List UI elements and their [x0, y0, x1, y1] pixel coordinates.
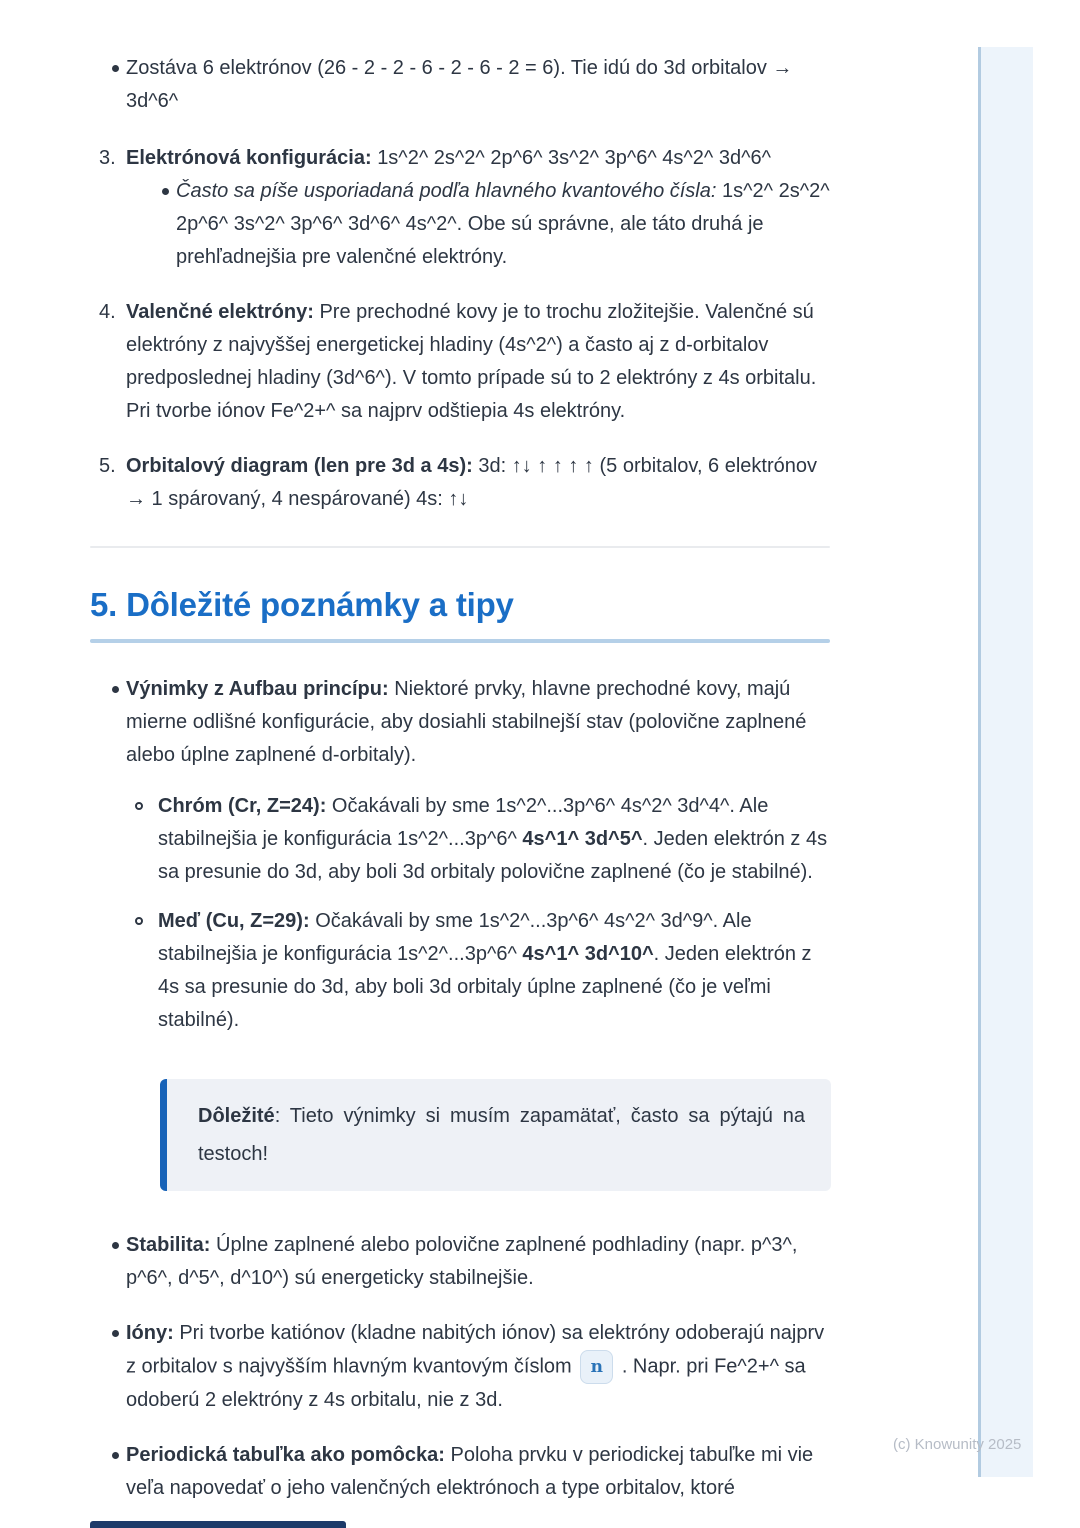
note-body: 1s^2^ 2s^2^ 2p^6^ 3s^2^ 3p^6^ 3d^6^ 4s^2^. Obe sú správne, ale táto druhá je prehľadnejšia pre valenčné elektróny.	[176, 180, 830, 268]
bold-configuration: 4s^1^ 3d^10^	[522, 943, 654, 965]
bullet-text	[126, 1439, 830, 1505]
item-body: Pre prechodné kovy je to trochu zložitejšie. Valenčné sú elektróny z najvyššej energetickej hladiny (4s^2^) a často aj z d-orbitalov predposlednej hladiny (3d^6^). V tomto prípade sú to 2 elektróny z 4s orbitalu. Pri tvorbe iónov Fe^2+^ sa najprv odštiepia 4s elektróny.	[126, 301, 817, 422]
bullet-icon	[126, 175, 176, 195]
sub-bullet-chromium	[90, 790, 830, 889]
ordered-item-electron-configuration	[90, 142, 830, 175]
body-part: . Jeden elektrón z 4s sa presunie do 3d, aby boli 3d orbitaly úplne zaplnené (čo je veľmi stabilné).	[158, 943, 812, 1031]
bullet-stability	[90, 1229, 830, 1295]
callout-important	[160, 1079, 831, 1191]
sub-bullet-text	[176, 175, 830, 274]
bullet-body: Niektoré prvky, hlavne prechodné kovy, majú mierne odlišné konfigurácie, aby dosiahli stabilnejší stav (polovične zaplnené alebo úplne zaplnené d-orbitaly).	[126, 678, 807, 766]
list-item-remaining-electrons	[90, 52, 830, 118]
body-part: Pri tvorbe katiónov (kladne nabitých iónov) sa elektróny odoberajú najprv z orbitalov s najvyšším hlavným kvantovým číslom	[126, 1322, 825, 1378]
callout-text: : Tieto výnimky si musím zapamätať, často sa pýtajú na testoch!	[198, 1105, 805, 1165]
sub-bullet-ordering-note	[90, 175, 830, 274]
circle-bullet-icon	[135, 905, 158, 925]
item-text	[126, 450, 830, 516]
bullet-body: Poloha prvku v periodickej tabuľke mi vie veľa napovedať o jeho valenčných elektrónoch a type orbitalov, ktoré	[126, 1444, 814, 1499]
body-part: Očakávali by sme 1s^2^...3p^6^ 4s^2^ 3d^4^. Ale stabilnejšia je konfigurácia 1s^2^...3p^6^	[158, 795, 769, 850]
ordered-item-orbital-diagram	[90, 450, 830, 516]
bullet-icon	[90, 52, 126, 72]
body-part: Očakávali by sme 1s^2^...3p^6^ 4s^2^ 3d^9^. Ale stabilnejšia je konfigurácia 1s^2^...3p^6^	[158, 910, 752, 965]
bullet-text	[126, 1317, 830, 1417]
term-label: Stabilita:	[126, 1234, 211, 1256]
bullet-text	[126, 673, 830, 772]
list-number: 4.	[99, 301, 116, 323]
sub-bullet-text	[158, 905, 830, 1037]
ordered-item-valence-electrons	[90, 296, 830, 428]
term-label: Valenčné elektróny:	[126, 301, 314, 323]
bold-configuration: 4s^1^ 3d^5^	[522, 828, 643, 850]
document-content	[90, 0, 830, 1505]
section-divider	[90, 546, 830, 548]
term-label: Meď (Cu, Z=29):	[158, 910, 310, 932]
term-label: Orbitalový diagram (len pre 3d a 4s):	[126, 455, 473, 477]
bullet-icon	[90, 1439, 126, 1459]
section-heading: 5. Dôležité poznámky a tipy	[90, 586, 514, 623]
page-margin-strip	[978, 47, 1033, 1477]
sub-bullet-copper	[90, 905, 830, 1037]
bottom-progress-bar	[90, 1521, 346, 1528]
bullet-body: Úplne zaplnené alebo polovične zaplnené podhladiny (napr. p^3^, p^6^, d^5^, d^10^) sú energeticky stabilnejšie.	[126, 1234, 798, 1289]
list-number: 3.	[99, 147, 116, 169]
bullet-icon	[90, 673, 126, 693]
term-label: Výnimky z Aufbau princípu:	[126, 678, 389, 700]
watermark: (c) Knowunity 2025	[893, 1436, 1022, 1453]
bullet-icon	[90, 1229, 126, 1249]
bullet-aufbau-exceptions	[90, 673, 830, 772]
bullet-ions	[90, 1317, 830, 1417]
item-body: 1s^2^ 2s^2^ 2p^6^ 3s^2^ 3p^6^ 4s^2^ 3d^6^	[377, 147, 772, 169]
term-label: Ióny:	[126, 1322, 174, 1344]
circle-bullet-icon	[135, 790, 158, 810]
item-text	[126, 142, 830, 175]
bullet-text: Zostáva 6 elektrónov (26 - 2 - 2 - 6 - 2 - 6 - 2 = 6). Tie idú do 3d orbitalov → 3d^6^	[126, 57, 793, 112]
heading-underline	[90, 639, 830, 643]
quantum-number-badge: n	[580, 1350, 613, 1384]
item-body: 3d: ↑↓ ↑ ↑ ↑ ↑ (5 orbitalov, 6 elektrónov → 1 spárovaný, 4 nespárované) 4s: ↑↓	[126, 455, 818, 510]
term-label: Periodická tabuľka ako pomôcka:	[126, 1444, 445, 1466]
bullet-periodic-table	[90, 1439, 830, 1505]
term-label: Elektrónová konfigurácia:	[126, 147, 372, 169]
body-part: . Napr. pri Fe^2+^ sa odoberú 2 elektróny z 4s orbitalu, nie z 3d.	[126, 1355, 806, 1411]
callout-label: Dôležité	[198, 1105, 275, 1127]
term-label: Chróm (Cr, Z=24):	[158, 795, 327, 817]
bullet-text	[126, 1229, 830, 1295]
italic-note: Často sa píše usporiadaná podľa hlavného kvantového čísla:	[176, 180, 717, 202]
list-number: 5.	[99, 455, 116, 477]
sub-bullet-text	[158, 790, 830, 889]
item-text	[126, 296, 830, 428]
body-part: . Jeden elektrón z 4s sa presunie do 3d, aby boli 3d orbitaly polovične zaplnené (čo je stabilné).	[158, 828, 828, 883]
bullet-icon	[90, 1317, 126, 1337]
